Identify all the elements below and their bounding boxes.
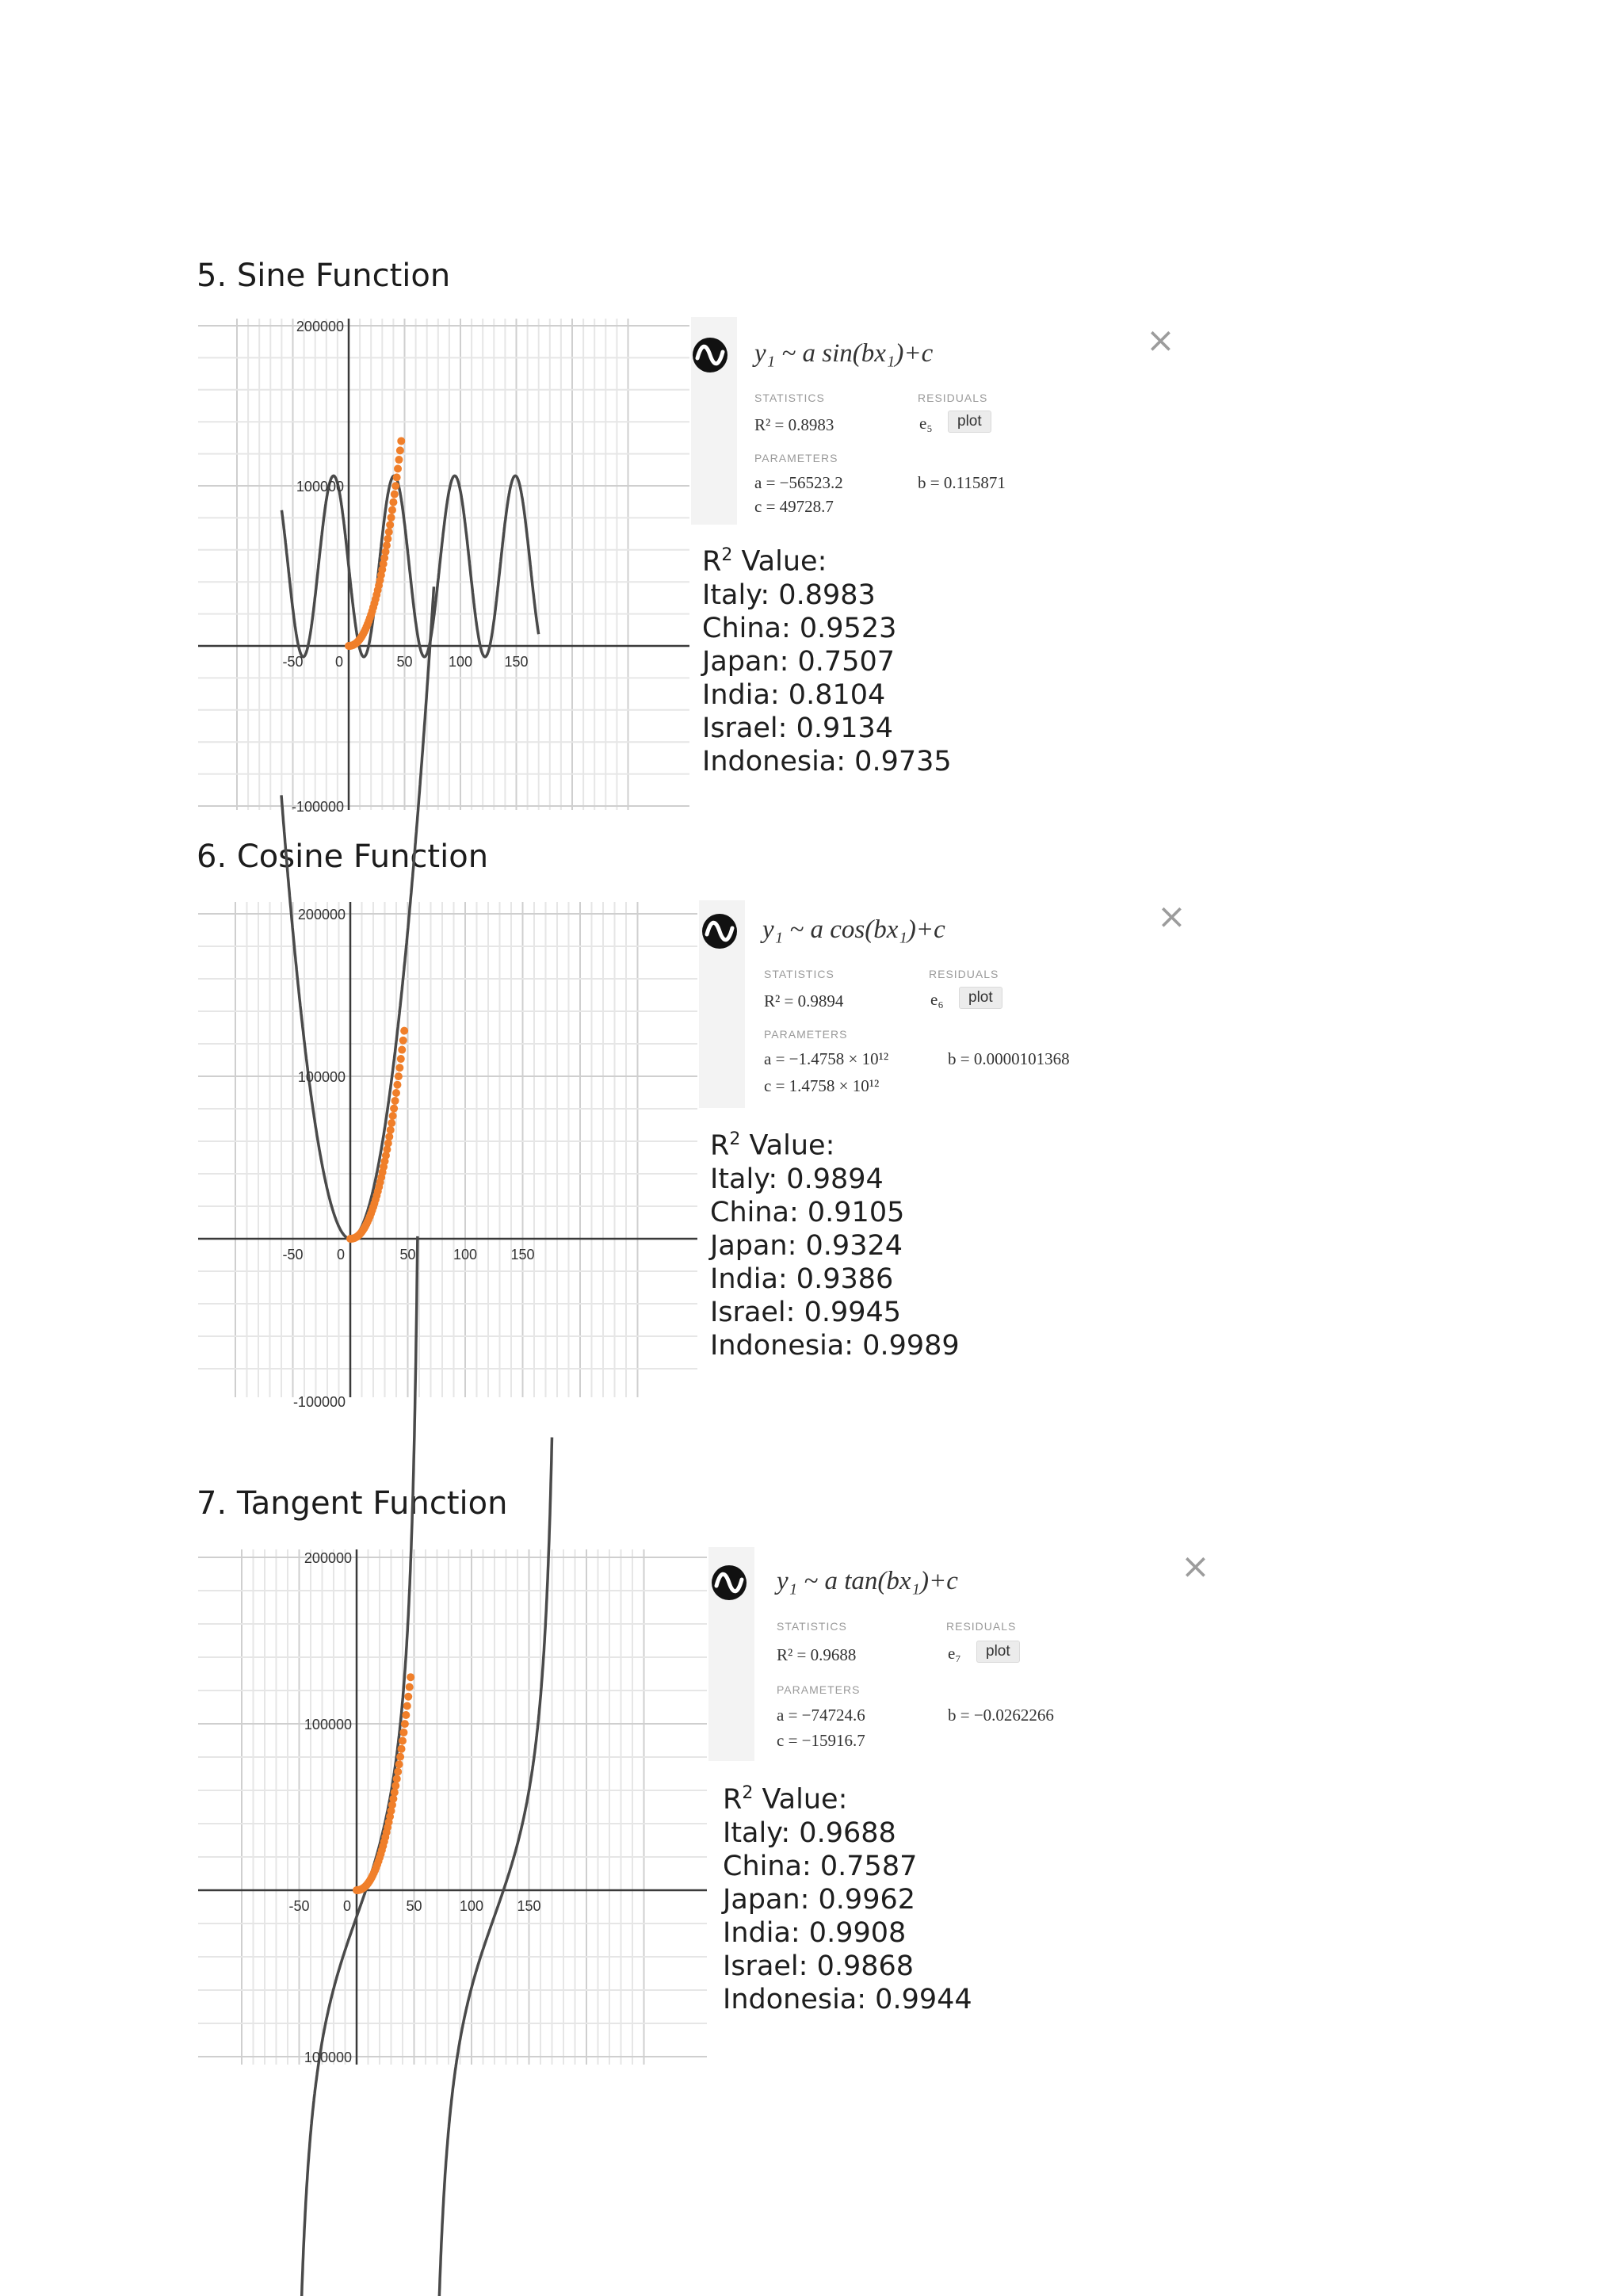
param-a: a = −56523.2 [754, 473, 843, 492]
data-point [401, 1720, 409, 1728]
x-tick-label: 150 [510, 1247, 535, 1263]
data-point [399, 1037, 407, 1045]
data-point [395, 1072, 403, 1080]
data-point [388, 514, 395, 521]
y-tick-label: 200000 [297, 907, 346, 923]
data-point [391, 482, 399, 490]
r2-value-india: India: 0.8104 [702, 678, 886, 711]
r2-value-israel: Israel: 0.9945 [710, 1296, 902, 1328]
data-point [391, 1097, 399, 1105]
residuals-label: RESIDUALS [946, 1620, 1017, 1633]
x-tick-label: 100 [448, 654, 473, 670]
close-icon[interactable]: × [1157, 896, 1186, 937]
y-tick-label: 100000 [297, 1069, 346, 1085]
r2-value-india: India: 0.9386 [710, 1263, 894, 1295]
y-tick-label: 200000 [296, 319, 344, 334]
data-point [387, 1126, 395, 1134]
data-point [393, 473, 401, 481]
param-b: b = 0.0000101368 [948, 1049, 1070, 1068]
residuals-label: RESIDUALS [918, 392, 988, 404]
x-tick-label: -50 [282, 1247, 304, 1263]
data-point [400, 1027, 408, 1035]
r2-value-italy: Italy: 0.8983 [702, 579, 876, 611]
y-tick-label: -100000 [292, 1394, 346, 1410]
data-point [384, 535, 391, 543]
plot-residuals-button[interactable]: plot [976, 1641, 1020, 1663]
data-point [397, 437, 405, 445]
r2-value-china: China: 0.7587 [723, 1850, 918, 1882]
param-a: a = −1.4758 × 10¹² [764, 1049, 889, 1068]
r2-value-israel: Israel: 0.9134 [702, 712, 894, 744]
r2-value-israel: Israel: 0.9868 [723, 1950, 915, 1982]
y-tick-label: 100000 [304, 2050, 352, 2065]
residual-variable: e₅ [919, 414, 933, 433]
section-title-sine: 5. Sine Function [197, 258, 451, 294]
data-point [386, 521, 394, 529]
cosine-formula: y₁ ~ a cos(bx₁)+c [762, 915, 945, 944]
statistics-label: STATISTICS [764, 968, 834, 980]
sine-r2-list [702, 539, 952, 778]
data-point [391, 1789, 399, 1797]
x-tick-label: 50 [406, 1898, 422, 1914]
r-squared-stat: R² = 0.9688 [777, 1645, 857, 1664]
r2-heading: $R^2$ Value: [723, 1783, 848, 1816]
residuals-label: RESIDUALS [929, 968, 999, 980]
r2-value-indonesia: Indonesia: 0.9989 [710, 1329, 960, 1362]
r2-value-china: China: 0.9523 [702, 612, 897, 644]
data-point [399, 1729, 407, 1736]
data-point [393, 1775, 401, 1782]
param-c: c = 1.4758 × 10¹² [764, 1076, 880, 1095]
x-tick-label: 100 [459, 1898, 484, 1914]
plot-residuals-button[interactable]: plot [959, 987, 1002, 1009]
residual-variable: e₇ [948, 1644, 961, 1663]
tangent-graph[interactable] [198, 1549, 707, 2065]
r2-value-japan: Japan: 0.9324 [710, 1229, 903, 1262]
data-point [402, 1711, 410, 1719]
data-point [403, 1702, 411, 1710]
data-point [404, 1693, 412, 1701]
y-tick-label: -100000 [291, 799, 344, 815]
data-point [396, 446, 404, 454]
cosine-graph[interactable] [198, 902, 697, 1410]
data-point [391, 1782, 399, 1790]
plot-residuals-button[interactable]: plot [948, 411, 991, 433]
statistics-label: STATISTICS [754, 392, 825, 404]
tangent-formula: y₁ ~ a tan(bx₁)+c [777, 1567, 958, 1595]
x-tick-label: 0 [342, 1898, 352, 1914]
section-title-tangent: 7. Tangent Function [197, 1485, 508, 1522]
data-point [395, 1760, 403, 1768]
x-tick-label: 0 [336, 1247, 346, 1263]
param-c: c = 49728.7 [754, 497, 834, 516]
data-point [385, 1133, 393, 1140]
param-b: b = 0.115871 [918, 473, 1006, 492]
regression-curve [281, 476, 538, 656]
sine-graph[interactable] [198, 319, 689, 815]
data-point [399, 1736, 407, 1744]
parameters-label: PARAMETERS [754, 452, 838, 464]
r2-value-japan: Japan: 0.7507 [702, 645, 896, 678]
x-tick-label: 150 [504, 654, 529, 670]
x-tick-label: 0 [334, 654, 344, 670]
r2-value-indonesia: Indonesia: 0.9735 [702, 745, 952, 777]
r2-value-china: China: 0.9105 [710, 1196, 905, 1228]
data-point [389, 499, 397, 506]
desmos-logo-icon [692, 337, 728, 373]
cosine-graph-svg [198, 902, 697, 1410]
r2-heading: $R^2$ Value: [702, 545, 827, 578]
data-point [389, 1112, 397, 1120]
close-icon[interactable]: × [1146, 320, 1175, 361]
residual-variable: e₆ [930, 990, 944, 1009]
y-tick-label: 100000 [304, 1717, 352, 1733]
data-point [385, 528, 393, 536]
section-title-cosine: 6. Cosine Function [197, 839, 489, 875]
data-point [388, 1119, 395, 1127]
data-point [395, 1064, 403, 1072]
data-point [388, 506, 396, 514]
data-point [391, 491, 399, 499]
data-point [395, 456, 403, 464]
sine-graph-svg [198, 319, 689, 815]
data-point [393, 1081, 401, 1089]
x-tick-label: 100 [453, 1247, 478, 1263]
r2-value-japan: Japan: 0.9962 [723, 1883, 916, 1916]
data-point [383, 541, 391, 549]
tangent-graph-svg [198, 1549, 707, 2065]
x-tick-label: -50 [282, 654, 304, 670]
param-b: b = −0.0262266 [948, 1706, 1054, 1725]
cosine-r2-list [710, 1123, 960, 1362]
statistics-label: STATISTICS [777, 1620, 847, 1633]
x-tick-label: 150 [517, 1898, 541, 1914]
param-c: c = −15916.7 [777, 1731, 865, 1750]
data-point [397, 1055, 405, 1063]
data-point [392, 1089, 400, 1097]
data-point [406, 1683, 414, 1691]
close-icon[interactable]: × [1181, 1546, 1210, 1587]
tangent-r2-list [723, 1777, 972, 2016]
parameters-label: PARAMETERS [764, 1028, 848, 1041]
data-point [396, 1753, 404, 1761]
desmos-logo-icon [711, 1564, 747, 1601]
sine-formula: y₁ ~ a sin(bx₁)+c [754, 339, 934, 368]
data-point [398, 1745, 406, 1753]
data-point [394, 1767, 402, 1775]
r-squared-stat: R² = 0.8983 [754, 415, 834, 434]
y-tick-label: 100000 [296, 479, 344, 495]
r2-value-indonesia: Indonesia: 0.9944 [723, 1983, 972, 2015]
r2-value-india: India: 0.9908 [723, 1916, 907, 1949]
r2-value-italy: Italy: 0.9688 [723, 1817, 896, 1849]
parameters-label: PARAMETERS [777, 1683, 861, 1696]
r-squared-stat: R² = 0.9894 [764, 991, 844, 1010]
desmos-logo-icon [701, 913, 738, 949]
x-tick-label: -50 [288, 1898, 310, 1914]
data-point [394, 464, 402, 472]
y-tick-label: 200000 [304, 1550, 352, 1566]
r2-value-italy: Italy: 0.9894 [710, 1163, 884, 1195]
x-tick-label: 50 [396, 654, 413, 670]
data-point [407, 1673, 414, 1681]
data-point [390, 1105, 398, 1113]
param-a: a = −74724.6 [777, 1706, 865, 1725]
x-tick-label: 50 [399, 1247, 416, 1263]
data-point [398, 1046, 406, 1054]
r2-heading: $R^2$ Value: [710, 1129, 835, 1162]
